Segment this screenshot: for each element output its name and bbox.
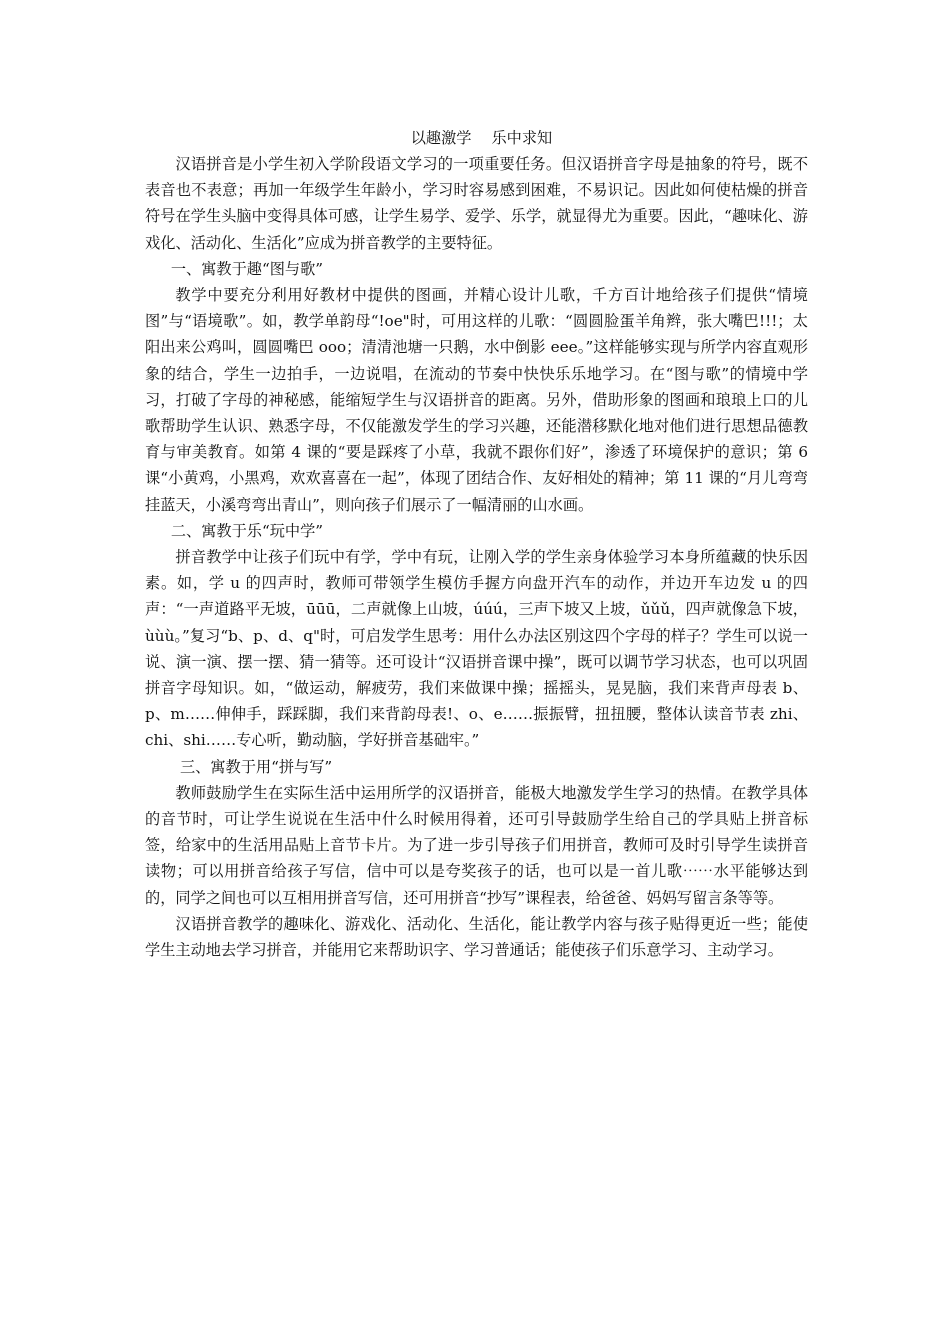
section-2-paragraph: 拼音教学中让孩子们玩中有学，学中有玩，让刚入学的学生亲身体验学习本身所蕴藏的快乐因素。如，学 u 的四声时，教师可带领学生模仿手握方向盘开汽车的动作，并边开车边发 u 的四声：“一声道路平无坡，ūūū，二声就像上山坡，úúú，三声下坡又上坡，ǔǔǔ，四声就像急下坡，ùùù。”复习“b、p、d、q"时，可启发学生思考：用什么办法区别这四个字母的样子？学生可以说一说、演一演、摆一摆、猜一猜等。还可设计“汉语拼音课中操”，既可以调节学习状态，也可以巩固拼音字母知识。如，“做运动，解疲劳，我们来做课中操；摇摇头，晃晃脑，我们来背声母表 b、p、m……伸伸手，踩踩脚，我们来背韵母表!、o、e……振振臂，扭扭腰，整体认读音节表 zhi、chi、shi……专心听，勤动脑，学好拼音基础牢。”	[145, 548, 808, 750]
document-title: 以趣激学 乐中求知	[410, 129, 553, 147]
section-heading-3: 三、寓教于用“拼与写”	[179, 757, 333, 776]
conclusion-paragraph: 汉语拼音教学的趣味化、游戏化、活动化、生活化，能让教学内容与孩子贴得更近一些；能使学生主动地去学习拼音，并能用它来帮助识字、学习普通话；能使孩子们乐意学习、主动学习。	[145, 914, 808, 960]
section-heading-2: 二、寓教于乐“玩中学”	[170, 521, 324, 540]
section-1-paragraph: 教学中要充分利用好教材中提供的图画，并精心设计儿歌，千方百计地给孩子们提供“情境图”与“语境歌”。如，教学单韵母“!oe"时，可用这样的儿歌：“圆圆脸蛋羊角辫，张大嘴巴!!!；太阳出来公鸡叫，圆圆嘴巴 ooo；清清池塘一只鹅，水中倒影 eee。”这样能够实现与所学内容直观形象的结合，学生一边拍手，一边说唱，在流动的节奏中快快乐乐地学习。在“图与歌”的情境中学习，打破了字母的神秘感，能缩短学生与汉语拼音的距离。另外，借助形象的图画和琅琅上口的儿歌帮助学生认识、熟悉字母，不仅能激发学生的学习兴趣，还能潜移默化地对他们进行思想品德教育与审美教育。如第 4 课的“要是踩疼了小草，我就不跟你们好”，渗透了环境保护的意识；第 6 课“小黄鸡，小黑鸡，欢欢喜喜在一起”，体现了团结合作、友好相处的精神；第 11 课的“月儿弯弯挂蓝天，小溪弯弯出青山”，则向孩子们展示了一幅清丽的山水画。	[145, 286, 808, 514]
intro-paragraph: 汉语拼音是小学生初入学阶段语文学习的一项重要任务。但汉语拼音字母是抽象的符号，既不表音也不表意；再加一年级学生年龄小，学习时容易感到困难，不易识记。因此如何使枯燥的拼音符号在学生头脑中变得具体可感，让学生易学、爱学、乐学，就显得尤为重要。因此，“趣味化、游戏化、活动化、生活化”应成为拼音教学的主要特征。	[145, 155, 808, 252]
section-heading-1: 一、寓教于趣“图与歌”	[170, 259, 324, 278]
section-3-paragraph: 教师鼓励学生在实际生活中运用所学的汉语拼音，能极大地激发学生学习的热情。在教学具体的音节时，可让学生说说在生活中什么时候用得着，还可引导鼓励学生给自己的学具贴上拼音标签，给家中的生活用品贴上音节卡片。为了进一步引导孩子们用拼音，教师可及时引导学生读拼音读物；可以用拼音给孩子写信，信中可以是夸奖孩子的话，也可以是一首儿歌⋯⋯水平能够达到的，同学之间也可以互相用拼音写信，还可用拼音“抄写”课程表，给爸爸、妈妈写留言条等等。	[145, 783, 808, 907]
document-body	[145, 125, 808, 963]
